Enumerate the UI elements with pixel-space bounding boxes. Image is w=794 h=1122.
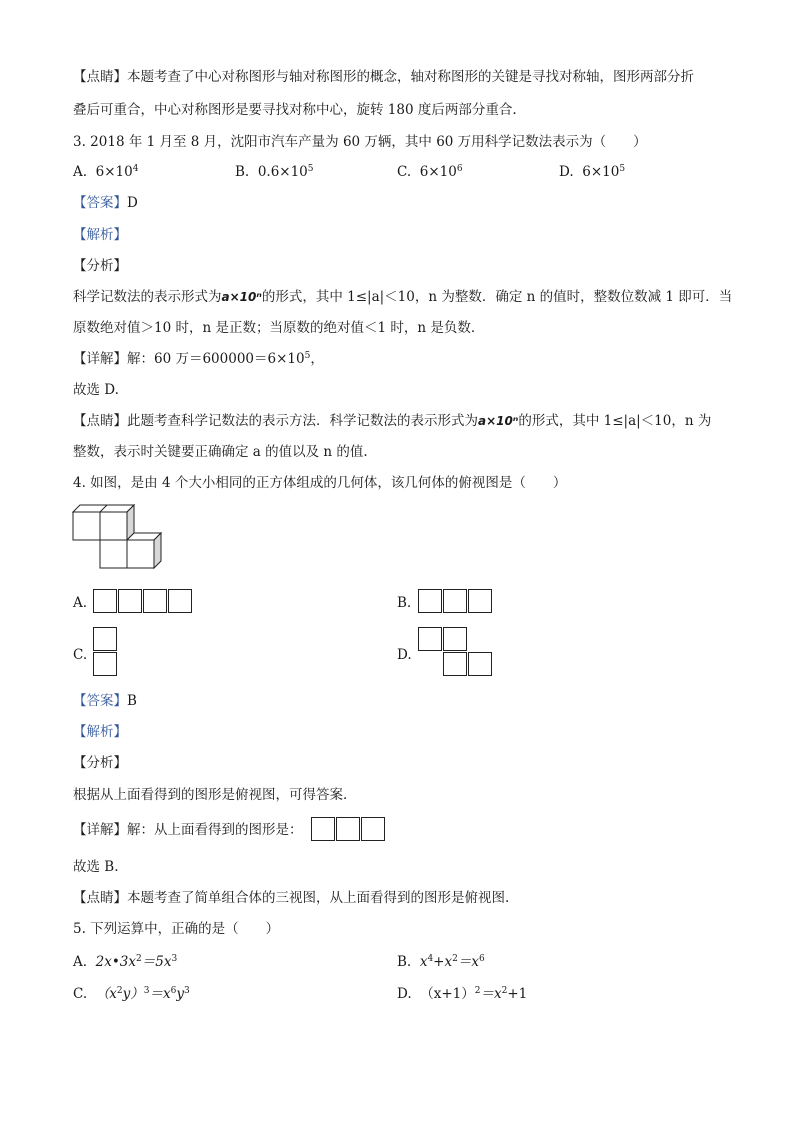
q3-dianjing-formula: a×10ⁿ: [478, 414, 519, 428]
q3-option-b-base: 0.6×10: [257, 164, 308, 180]
q5-stem: 5. 下列运算中，正确的是（ ）: [73, 921, 280, 937]
q3-fenxi-tag: 【分析】: [73, 258, 127, 274]
q5-option-b-eq: ＝x: [457, 954, 479, 970]
q5-option-c-y2: y: [176, 986, 184, 1002]
q3-option-d-exp: 5: [619, 164, 626, 174]
dianjing-line-1: 【点睛】本题考查了中心对称图形与轴对称图形的概念，轴对称图形的关键是寻找对称轴，图形两部分折: [73, 69, 694, 85]
q3-option-a-base: 6×10: [95, 164, 133, 180]
q4-stem: 4. 如图，是由 4 个大小相同的正方体组成的几何体，该几何体的俯视图是（ ）: [73, 475, 567, 491]
q5-option-b-exp1: 4: [427, 954, 434, 964]
q4-option-a[interactable]: [73, 594, 87, 612]
q5-option-b-mid: +x: [433, 954, 453, 970]
q5-option-a-exp2: 3: [171, 954, 178, 964]
q3-stem: 3. 2018 年 1 月至 8 月，沈阳市汽车产量为 60 万辆，其中 60 万用科学记数法表示为（ ）: [73, 134, 647, 150]
q5-option-d-open: （x+1）: [420, 986, 475, 1002]
q5-option-c-label: C.: [73, 986, 88, 1002]
q3-fenxi-line-2: 原数绝对值＞10 时，n 是正数；当原数的绝对值＜1 时，n 是负数．: [73, 320, 485, 336]
q5-option-c-open: （x: [95, 986, 117, 1002]
q5-option-c-y: y）: [122, 986, 144, 1002]
answer-tag: 【答案】: [73, 195, 127, 211]
q3-option-a-exp: 4: [132, 164, 139, 174]
q5-option-c-exp4: 3: [183, 986, 190, 996]
q5-option-a[interactable]: [73, 953, 177, 971]
q4-choose: 故选 B.: [73, 859, 119, 875]
q3-analysis-tag: 【解析】: [73, 227, 127, 243]
q3-option-c-label: C.: [397, 164, 412, 180]
q3-choose: 故选 D.: [73, 382, 119, 398]
q4-dianjing: 【点睛】本题考查了简单组合体的三视图，从上面看得到的图形是俯视图.: [73, 890, 510, 906]
q5-option-c-exp3: 6: [170, 986, 177, 996]
q5-option-d-exp1: 2: [474, 986, 481, 996]
q5-option-c-exp1: 2: [116, 986, 123, 996]
q5-option-b[interactable]: [397, 953, 485, 971]
q5-option-b-exp2: 2: [452, 954, 458, 964]
q5-option-a-exp: 2: [136, 954, 142, 964]
q4-option-d-label: D.: [397, 647, 412, 663]
q4-option-d[interactable]: [397, 646, 412, 664]
q4-detail: 【详解】解：从上面看得到的图形是：: [73, 822, 303, 838]
q4-answer-value: B: [127, 693, 137, 709]
q4-fenxi-tag: 【分析】: [73, 755, 127, 771]
q3-fenxi-text-a: 科学记数法的表示形式为: [73, 289, 222, 305]
q5-option-b-exp3: 6: [478, 954, 485, 964]
q3-dianjing-text-b: 的形式，其中 1≤|a|＜10，n 为: [518, 413, 712, 429]
q3-option-b[interactable]: [235, 163, 314, 181]
q3-option-c-exp: 6: [456, 164, 463, 174]
q3-option-b-exp: 5: [307, 164, 314, 174]
q5-option-d-label: D.: [397, 986, 412, 1002]
q3-option-d-label: D.: [559, 164, 574, 180]
q5-option-c-eq: ＝x: [149, 986, 171, 1002]
q5-option-d-eq: ＝x: [480, 986, 502, 1002]
q4-analysis-tag: 【解析】: [73, 724, 127, 740]
q3-option-a[interactable]: [73, 163, 138, 181]
q5-option-d[interactable]: [397, 985, 527, 1003]
q5-option-a-text: 2x•3x: [95, 954, 137, 970]
q3-answer-value: D: [127, 195, 138, 211]
q3-option-b-label: B.: [235, 164, 250, 180]
q3-option-d-base: 6×10: [582, 164, 620, 180]
q5-option-d-exp2: 2: [501, 986, 508, 996]
q3-option-c[interactable]: [397, 163, 463, 181]
q3-fenxi-line-1: [73, 288, 732, 306]
q3-answer: [73, 194, 138, 212]
q4-option-a-label: A.: [73, 595, 88, 611]
q3-detail-exp: 5: [304, 351, 311, 361]
q4-option-b[interactable]: [397, 594, 411, 612]
q3-option-a-label: A.: [73, 164, 88, 180]
q3-dianjing-line-1: [73, 412, 711, 430]
q5-option-b-label: B.: [397, 954, 412, 970]
q4-option-c[interactable]: [73, 646, 87, 664]
q3-dianjing-line-2: 整数，表示时关键要正确确定 a 的值以及 n 的值.: [73, 444, 368, 460]
q5-option-a-rest: ＝5x: [141, 954, 172, 970]
answer-tag: 【答案】: [73, 693, 127, 709]
dianjing-line-2: 叠后可重合，中心对称图形是要寻找对称中心，旋转 180 度后两部分重合.: [73, 102, 517, 118]
q3-fenxi-text-b: 的形式，其中 1≤|a|＜10，n 为整数．确定 n 的值时，整数位数减 1 即可．当: [261, 289, 733, 305]
q5-option-a-label: A.: [73, 954, 88, 970]
q4-fenxi-text: 根据从上面看得到的图形是俯视图，可得答案．: [73, 787, 357, 803]
q4-option-b-label: B.: [397, 595, 412, 611]
q5-option-b-x: x: [419, 954, 428, 970]
q3-option-c-base: 6×10: [419, 164, 457, 180]
q4-answer: [73, 692, 137, 710]
q5-option-c[interactable]: [73, 985, 190, 1003]
q3-detail-text: 【详解】解：60 万＝600000＝6×10: [73, 351, 305, 367]
q3-detail: [73, 350, 324, 368]
q3-option-d[interactable]: [559, 163, 625, 181]
cube-solid-figure: [70, 502, 170, 574]
q3-dianjing-text-a: 【点睛】此题考查科学记数法的表示方法．科学记数法的表示形式为: [73, 413, 478, 429]
q5-option-d-rest: +1: [507, 986, 528, 1002]
q4-option-c-label: C.: [73, 647, 88, 663]
q3-fenxi-formula: a×10ⁿ: [221, 290, 262, 304]
q3-detail-end: ，: [310, 351, 324, 367]
q5-option-c-exp2: 3: [143, 986, 150, 996]
